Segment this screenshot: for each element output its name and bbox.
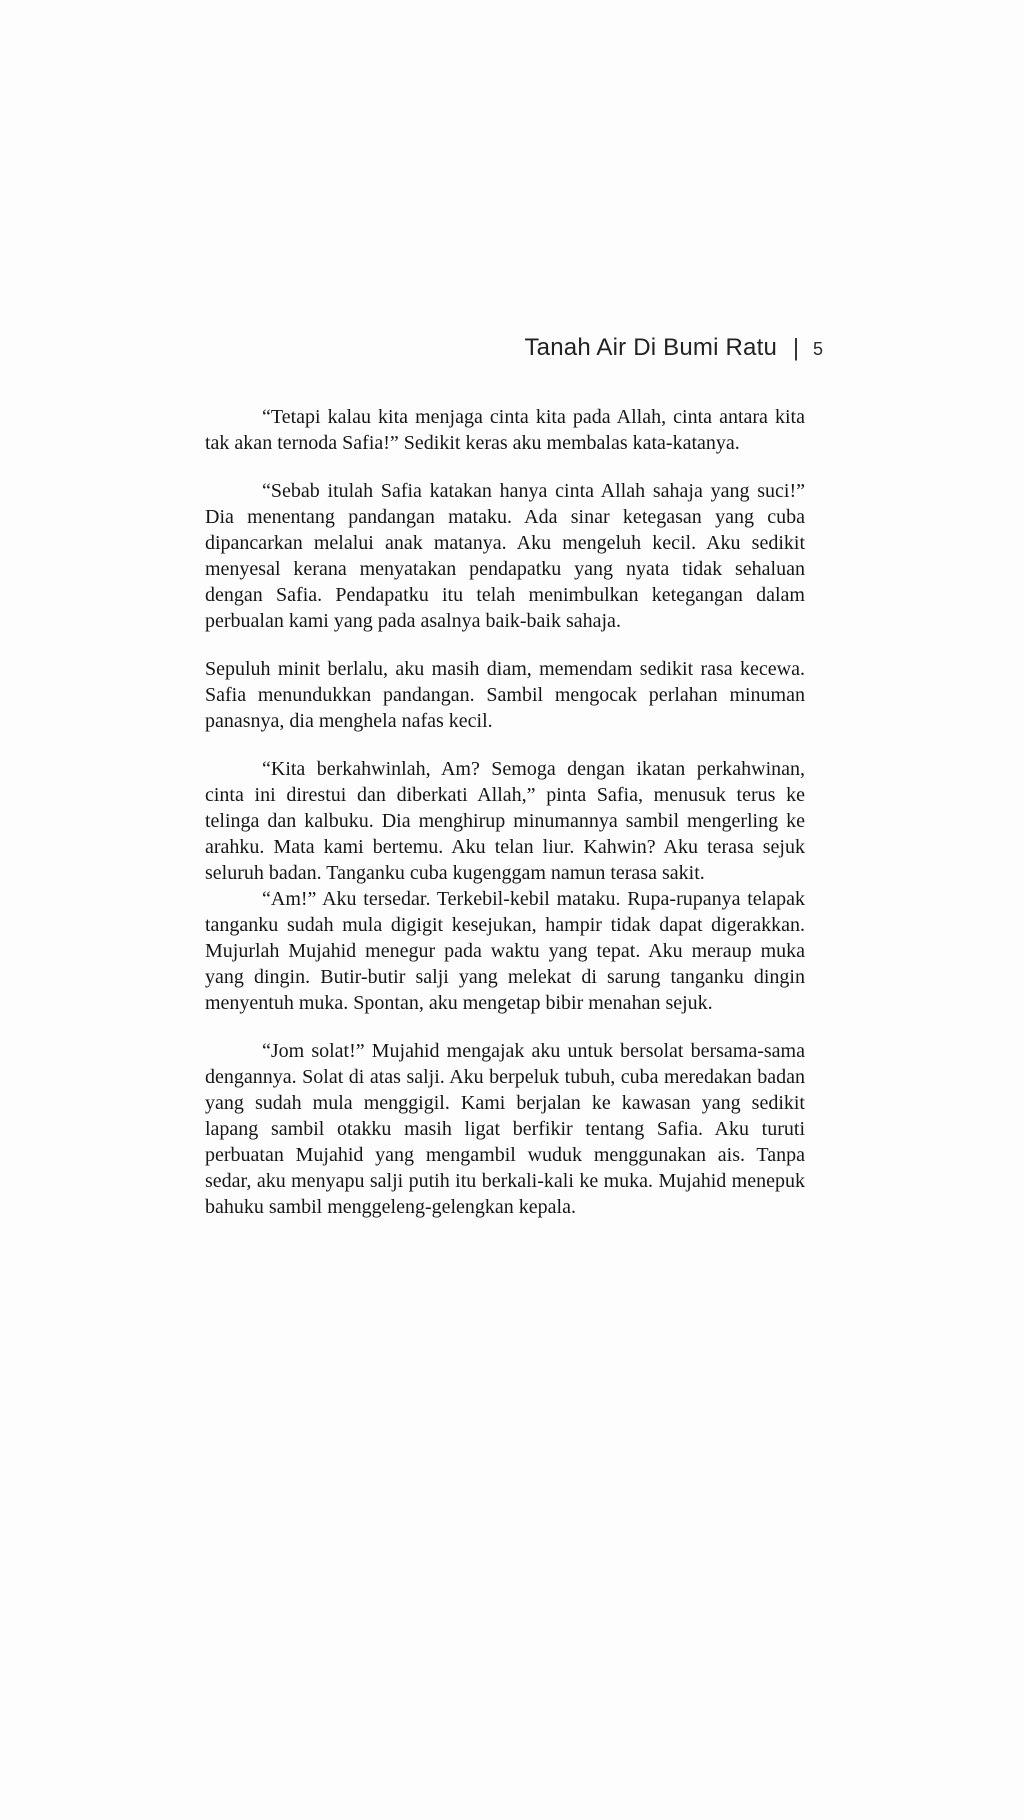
page-body-text xyxy=(205,404,805,1220)
paragraph-1: “Tetapi kalau kita menjaga cinta kita pada Allah, cinta antara kita tak akan ternoda Safia!” Sedikit keras aku membalas kata-katanya. xyxy=(205,406,805,454)
running-header xyxy=(205,333,823,363)
paragraph-2: “Sebab itulah Safia katakan hanya cinta Allah sahaja yang suci!” Dia menentang pandangan mataku. Ada sinar ketegasan yang cuba dipancarkan melalui anak matanya. Aku mengeluh kecil. Aku sedikit menyesal kerana menyatakan pendapatku yang nyata tidak sehaluan dengan Safia. Pendapatku itu telah menimbulkan ketegangan dalam perbualan kami yang pada asalnya baik-baik sahaja. xyxy=(205,480,805,632)
paragraph-5: “Am!” Aku tersedar. Terkebil-kebil mataku. Rupa-rupanya telapak tanganku sudah mula digigit kesejukan, hampir tidak dapat digerakkan. Mujurlah Mujahid menegur pada waktu yang tepat. Aku meraup muka yang dingin. Butir-butir salji yang melekat di sarung tanganku dingin menyentuh muka. Spontan, aku mengetap bibir menahan sejuk. xyxy=(205,888,805,1014)
paragraph-4: “Kita berkahwinlah, Am? Semoga dengan ikatan perkahwinan, cinta ini direstui dan diberkati Allah,” pinta Safia, menusuk terus ke telinga dan kalbuku. Dia menghirup minumannya sambil mengerling ke arahku. Mata kami bertemu. Aku telan liur. Kahwin? Aku terasa sejuk seluruh badan. Tanganku cuba kugenggam namun terasa sakit. xyxy=(205,758,805,884)
page-number: 5 xyxy=(812,339,823,359)
paragraph-3: Sepuluh minit berlalu, aku masih diam, memendam sedikit rasa kecewa. Safia menundukkan pandangan. Sambil mengocak perlahan minuman panasnya, dia menghela nafas kecil. xyxy=(205,658,805,732)
running-head-title: Tanah Air Di Bumi Ratu xyxy=(524,334,777,361)
header-separator: | xyxy=(793,333,799,361)
paragraph-6: “Jom solat!” Mujahid mengajak aku untuk bersolat bersama-sama dengannya. Solat di atas salji. Aku berpeluk tubuh, cuba meredakan badan yang sudah mula menggigil. Kami berjalan ke kawasan yang sedikit lapang sambil otakku masih ligat berfikir tentang Safia. Aku turuti perbuatan Mujahid yang mengambil wuduk menggunakan ais. Tanpa sedar, aku menyapu salji putih itu berkali-kali ke muka. Mujahid menepuk bahuku sambil menggeleng-gelengkan kepala. xyxy=(205,1040,805,1218)
